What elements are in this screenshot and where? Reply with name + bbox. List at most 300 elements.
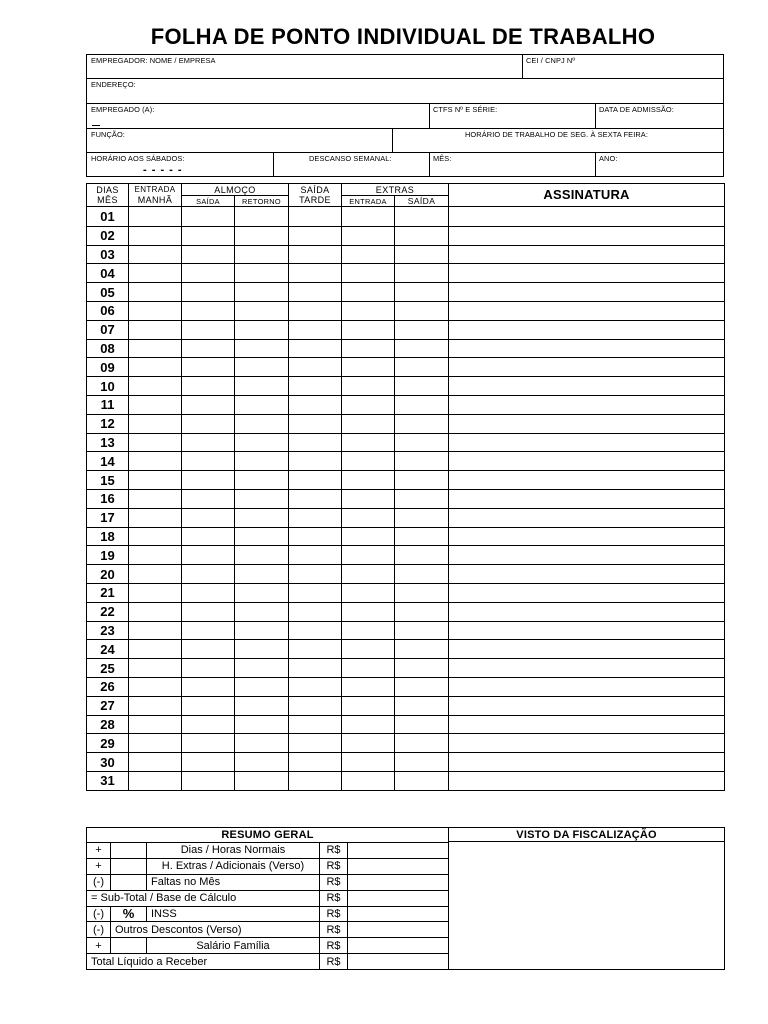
day-row (87, 414, 725, 433)
extras-exit-cell[interactable] (395, 339, 449, 358)
signature-cell[interactable] (449, 753, 725, 772)
lunch-exit-cell[interactable] (182, 753, 235, 772)
day-row (87, 264, 725, 283)
lunch-return-cell[interactable] (235, 264, 289, 283)
day-number: 18 (87, 527, 129, 546)
currency-label: R$ (320, 938, 348, 954)
exit-afternoon-cell[interactable] (289, 640, 342, 659)
amount-cell[interactable] (348, 938, 449, 954)
entry-morning-cell[interactable] (129, 433, 182, 452)
extras-entry-header: ENTRADA (342, 196, 395, 207)
extras-exit-cell[interactable] (395, 771, 449, 790)
signature-cell[interactable] (449, 583, 725, 602)
day-row (87, 301, 725, 320)
signature-cell[interactable] (449, 489, 725, 508)
amount-cell[interactable] (348, 874, 449, 890)
entry-morning-header: ENTRADA MANHÃ (129, 184, 182, 207)
lunch-return-cell[interactable] (235, 471, 289, 490)
signature-cell[interactable] (449, 640, 725, 659)
extras-exit-cell[interactable] (395, 471, 449, 490)
exit-afternoon-cell[interactable] (289, 696, 342, 715)
entry-morning-cell[interactable] (129, 602, 182, 621)
exit-afternoon-cell[interactable] (289, 715, 342, 734)
lunch-exit-cell[interactable] (182, 715, 235, 734)
lunch-return-cell[interactable] (235, 640, 289, 659)
lunch-exit-cell[interactable] (182, 471, 235, 490)
summary-label-text: Sub-Total / Base de Cálculo (100, 892, 237, 905)
lunch-return-cell[interactable] (235, 771, 289, 790)
extras-entry-cell[interactable] (342, 414, 395, 433)
day-number: 23 (87, 621, 129, 640)
extras-entry-cell[interactable] (342, 433, 395, 452)
entry-morning-cell[interactable] (129, 696, 182, 715)
extras-exit-cell[interactable] (395, 358, 449, 377)
entry-morning-cell[interactable] (129, 677, 182, 696)
amount-cell[interactable] (348, 843, 449, 859)
amount-cell[interactable] (348, 890, 449, 906)
exit-afternoon-cell[interactable] (289, 771, 342, 790)
lunch-exit-cell[interactable] (182, 339, 235, 358)
exit-afternoon-cell[interactable] (289, 226, 342, 245)
exit-afternoon-cell[interactable] (289, 565, 342, 584)
signature-cell[interactable] (449, 264, 725, 283)
lunch-exit-cell[interactable] (182, 621, 235, 640)
lunch-return-cell[interactable] (235, 508, 289, 527)
extras-entry-cell[interactable] (342, 245, 395, 264)
signature-cell[interactable] (449, 301, 725, 320)
entry-morning-cell[interactable] (129, 621, 182, 640)
extras-entry-cell[interactable] (342, 283, 395, 302)
lunch-return-cell[interactable] (235, 583, 289, 602)
amount-cell[interactable] (348, 858, 449, 874)
exit-afternoon-cell[interactable] (289, 414, 342, 433)
extras-exit-cell[interactable] (395, 452, 449, 471)
lunch-return-cell[interactable] (235, 546, 289, 565)
lunch-return-cell[interactable] (235, 527, 289, 546)
exit-afternoon-cell[interactable] (289, 377, 342, 396)
extras-exit-cell[interactable] (395, 508, 449, 527)
lunch-exit-cell[interactable] (182, 659, 235, 678)
inspection-stamp-area (449, 828, 725, 970)
day-number: 15 (87, 471, 129, 490)
exit-afternoon-cell[interactable] (289, 602, 342, 621)
lunch-return-cell[interactable] (235, 602, 289, 621)
extras-entry-cell[interactable] (342, 583, 395, 602)
day-row (87, 583, 725, 602)
extras-entry-cell[interactable] (342, 527, 395, 546)
day-number: 04 (87, 264, 129, 283)
extras-exit-cell[interactable] (395, 696, 449, 715)
signature-cell[interactable] (449, 715, 725, 734)
admission-date-label: DATA DE ADMISSÃO: (599, 105, 674, 114)
day-number: 17 (87, 508, 129, 527)
entry-morning-cell[interactable] (129, 283, 182, 302)
summary-blank[interactable] (111, 874, 147, 890)
summary-sign: + (87, 843, 111, 859)
extras-exit-cell[interactable] (395, 414, 449, 433)
entry-morning-cell[interactable] (129, 320, 182, 339)
extras-entry-cell[interactable] (342, 640, 395, 659)
entry-morning-cell[interactable] (129, 640, 182, 659)
page-title: FOLHA DE PONTO INDIVIDUAL DE TRABALHO (150, 24, 656, 49)
signature-cell[interactable] (449, 565, 725, 584)
signature-cell[interactable] (449, 546, 725, 565)
lunch-exit-cell[interactable] (182, 414, 235, 433)
exit-afternoon-cell[interactable] (289, 433, 342, 452)
summary-blank[interactable] (111, 843, 147, 859)
lunch-exit-cell[interactable] (182, 264, 235, 283)
summary-label: H. Extras / Adicionais (Verso) (147, 858, 320, 874)
currency-label: R$ (320, 906, 348, 922)
extras-entry-cell[interactable] (342, 226, 395, 245)
entry-morning-cell[interactable] (129, 377, 182, 396)
exit-afternoon-cell[interactable] (289, 734, 342, 753)
lunch-return-header: RETORNO (235, 196, 289, 207)
day-row (87, 358, 725, 377)
extras-exit-cell[interactable] (395, 677, 449, 696)
divider (429, 152, 430, 176)
day-number: 31 (87, 771, 129, 790)
lunch-header: ALMOÇO (182, 184, 289, 196)
extras-entry-cell[interactable] (342, 677, 395, 696)
extras-exit-cell[interactable] (395, 659, 449, 678)
extras-entry-cell[interactable] (342, 753, 395, 772)
day-number: 07 (87, 320, 129, 339)
extras-entry-cell[interactable] (342, 395, 395, 414)
exit-afternoon-cell[interactable] (289, 471, 342, 490)
summary-label: Faltas no Mês (147, 874, 320, 890)
lunch-exit-cell[interactable] (182, 207, 235, 227)
extras-exit-cell[interactable] (395, 565, 449, 584)
lunch-return-cell[interactable] (235, 734, 289, 753)
signature-cell[interactable] (449, 734, 725, 753)
attendance-table (86, 183, 725, 791)
entry-morning-cell[interactable] (129, 583, 182, 602)
exit-afternoon-cell[interactable] (289, 264, 342, 283)
lunch-exit-cell[interactable] (182, 771, 235, 790)
lunch-exit-cell[interactable] (182, 546, 235, 565)
day-number: 09 (87, 358, 129, 377)
lunch-return-cell[interactable] (235, 753, 289, 772)
extras-entry-cell[interactable] (342, 715, 395, 734)
exit-afternoon-cell[interactable] (289, 320, 342, 339)
signature-cell[interactable] (449, 358, 725, 377)
lunch-exit-cell[interactable] (182, 245, 235, 264)
signature-cell[interactable] (449, 471, 725, 490)
summary-label: Dias / Horas Normais (147, 843, 320, 859)
extras-entry-cell[interactable] (342, 489, 395, 508)
extras-exit-cell[interactable] (395, 377, 449, 396)
entry-morning-cell[interactable] (129, 753, 182, 772)
lunch-return-cell[interactable] (235, 358, 289, 377)
extras-entry-cell[interactable] (342, 264, 395, 283)
lunch-exit-cell[interactable] (182, 640, 235, 659)
lunch-exit-cell[interactable] (182, 395, 235, 414)
cei-cnpj-label: CEI / CNPJ Nº (526, 56, 576, 65)
lunch-return-cell[interactable] (235, 320, 289, 339)
day-number: 06 (87, 301, 129, 320)
entry-morning-cell[interactable] (129, 508, 182, 527)
entry-morning-cell[interactable] (129, 301, 182, 320)
extras-entry-cell[interactable] (342, 339, 395, 358)
extras-exit-cell[interactable] (395, 395, 449, 414)
entry-morning-cell[interactable] (129, 771, 182, 790)
extras-exit-cell[interactable] (395, 433, 449, 452)
lunch-exit-cell[interactable] (182, 677, 235, 696)
exit-afternoon-cell[interactable] (289, 621, 342, 640)
extras-exit-cell[interactable] (395, 715, 449, 734)
day-row (87, 452, 725, 471)
entry-morning-cell[interactable] (129, 245, 182, 264)
extras-exit-cell[interactable] (395, 640, 449, 659)
signature-cell[interactable] (449, 771, 725, 790)
entry-morning-cell[interactable] (129, 546, 182, 565)
summary-label (87, 890, 320, 906)
lunch-exit-cell[interactable] (182, 734, 235, 753)
attendance-rows (87, 207, 725, 791)
lunch-return-cell[interactable] (235, 414, 289, 433)
day-number: 30 (87, 753, 129, 772)
signature-cell[interactable] (449, 395, 725, 414)
extras-entry-cell[interactable] (342, 659, 395, 678)
extras-entry-cell[interactable] (342, 565, 395, 584)
exit-afternoon-cell[interactable] (289, 677, 342, 696)
signature-cell[interactable] (449, 283, 725, 302)
exit-afternoon-cell[interactable] (289, 489, 342, 508)
signature-cell[interactable] (449, 414, 725, 433)
day-row (87, 283, 725, 302)
day-number: 24 (87, 640, 129, 659)
day-number: 16 (87, 489, 129, 508)
entry-morning-cell[interactable] (129, 358, 182, 377)
lunch-exit-cell[interactable] (182, 527, 235, 546)
signature-cell[interactable] (449, 621, 725, 640)
lunch-return-cell[interactable] (235, 715, 289, 734)
lunch-exit-cell[interactable] (182, 358, 235, 377)
lunch-exit-cell[interactable] (182, 377, 235, 396)
day-number: 05 (87, 283, 129, 302)
lunch-exit-cell[interactable] (182, 508, 235, 527)
lunch-return-cell[interactable] (235, 377, 289, 396)
lunch-return-cell[interactable] (235, 245, 289, 264)
entry-morning-cell[interactable] (129, 339, 182, 358)
year-label: ANO: (599, 154, 618, 163)
currency-label: R$ (320, 922, 348, 938)
signature-cell[interactable] (449, 245, 725, 264)
entry-morning-cell[interactable] (129, 207, 182, 227)
lunch-exit-cell[interactable] (182, 452, 235, 471)
lunch-return-cell[interactable] (235, 226, 289, 245)
lunch-return-cell[interactable] (235, 489, 289, 508)
extras-exit-cell[interactable] (395, 301, 449, 320)
entry-morning-cell[interactable] (129, 527, 182, 546)
extras-exit-cell[interactable] (395, 226, 449, 245)
signature-cell[interactable] (449, 508, 725, 527)
lunch-exit-cell[interactable] (182, 602, 235, 621)
lunch-exit-cell[interactable] (182, 696, 235, 715)
lunch-return-cell[interactable] (235, 207, 289, 227)
currency-label: R$ (320, 890, 348, 906)
signature-cell[interactable] (449, 377, 725, 396)
entry-morning-cell[interactable] (129, 414, 182, 433)
entry-morning-cell[interactable] (129, 226, 182, 245)
signature-cell[interactable] (449, 320, 725, 339)
extras-entry-cell[interactable] (342, 377, 395, 396)
day-row (87, 508, 725, 527)
signature-cell[interactable] (449, 659, 725, 678)
amount-cell[interactable] (348, 954, 449, 970)
extras-entry-cell[interactable] (342, 207, 395, 227)
extras-entry-cell[interactable] (342, 734, 395, 753)
extras-entry-cell[interactable] (342, 358, 395, 377)
lunch-return-cell[interactable] (235, 452, 289, 471)
extras-exit-cell[interactable] (395, 734, 449, 753)
extras-exit-cell[interactable] (395, 583, 449, 602)
day-row (87, 226, 725, 245)
summary-blank[interactable] (111, 938, 147, 954)
day-number: 25 (87, 659, 129, 678)
extras-exit-cell[interactable] (395, 621, 449, 640)
summary-blank[interactable] (111, 858, 147, 874)
entry-morning-cell[interactable] (129, 395, 182, 414)
lunch-exit-cell[interactable] (182, 226, 235, 245)
extras-exit-cell[interactable] (395, 245, 449, 264)
divider (429, 103, 430, 128)
lunch-exit-cell[interactable] (182, 283, 235, 302)
exit-afternoon-cell[interactable] (289, 546, 342, 565)
extras-entry-cell[interactable] (342, 546, 395, 565)
day-number: 28 (87, 715, 129, 734)
extras-exit-header: SAÍDA (395, 196, 449, 207)
extras-header: EXTRAS (342, 184, 449, 196)
exit-afternoon-cell[interactable] (289, 301, 342, 320)
divider (87, 152, 723, 153)
divider (522, 55, 523, 78)
address-label: ENDEREÇO: (91, 80, 136, 89)
exit-afternoon-cell[interactable] (289, 358, 342, 377)
exit-afternoon-cell[interactable] (289, 527, 342, 546)
signature-cell[interactable] (449, 677, 725, 696)
lunch-exit-cell[interactable] (182, 583, 235, 602)
day-number: 13 (87, 433, 129, 452)
extras-entry-cell[interactable] (342, 508, 395, 527)
extras-exit-cell[interactable] (395, 320, 449, 339)
signature-cell[interactable] (449, 452, 725, 471)
summary-sign: + (87, 858, 111, 874)
exit-afternoon-cell[interactable] (289, 339, 342, 358)
entry-morning-cell[interactable] (129, 452, 182, 471)
signature-cell[interactable] (449, 527, 725, 546)
extras-exit-cell[interactable] (395, 753, 449, 772)
extras-exit-cell[interactable] (395, 283, 449, 302)
exit-afternoon-cell[interactable] (289, 452, 342, 471)
exit-afternoon-cell[interactable] (289, 659, 342, 678)
extras-entry-cell[interactable] (342, 301, 395, 320)
lunch-exit-cell[interactable] (182, 565, 235, 584)
entry-morning-cell[interactable] (129, 715, 182, 734)
exit-afternoon-cell[interactable] (289, 583, 342, 602)
signature-cell[interactable] (449, 226, 725, 245)
day-number: 03 (87, 245, 129, 264)
extras-entry-cell[interactable] (342, 602, 395, 621)
summary-percent: % (111, 906, 147, 922)
day-number: 26 (87, 677, 129, 696)
entry-morning-cell[interactable] (129, 734, 182, 753)
signature-header: ASSINATURA (449, 184, 725, 207)
exit-afternoon-cell[interactable] (289, 395, 342, 414)
entry-morning-cell[interactable] (129, 471, 182, 490)
currency-label: R$ (320, 858, 348, 874)
lunch-return-cell[interactable] (235, 565, 289, 584)
entry-morning-cell[interactable] (129, 489, 182, 508)
entry-morning-cell[interactable] (129, 565, 182, 584)
extras-entry-cell[interactable] (342, 452, 395, 471)
day-row (87, 471, 725, 490)
exit-afternoon-cell[interactable] (289, 283, 342, 302)
weekday-hours-label: HORÁRIO DE TRABALHO DE SEG. À SEXTA FEIRA: (465, 130, 648, 139)
signature-cell[interactable] (449, 602, 725, 621)
day-row (87, 659, 725, 678)
lunch-return-cell[interactable] (235, 301, 289, 320)
entry-morning-cell[interactable] (129, 659, 182, 678)
extras-exit-cell[interactable] (395, 527, 449, 546)
day-number: 08 (87, 339, 129, 358)
amount-cell[interactable] (348, 922, 449, 938)
exit-afternoon-header: SAÍDA TARDE (289, 184, 342, 207)
extras-exit-cell[interactable] (395, 602, 449, 621)
summary-sign: (-) (87, 874, 111, 890)
extras-entry-cell[interactable] (342, 696, 395, 715)
summary-title: RESUMO GERAL (87, 828, 449, 843)
lunch-exit-cell[interactable] (182, 320, 235, 339)
exit-afternoon-cell[interactable] (289, 207, 342, 227)
day-row (87, 527, 725, 546)
exit-afternoon-cell[interactable] (289, 245, 342, 264)
extras-exit-cell[interactable] (395, 489, 449, 508)
extras-entry-cell[interactable] (342, 771, 395, 790)
day-row (87, 696, 725, 715)
lunch-exit-cell[interactable] (182, 489, 235, 508)
extras-entry-cell[interactable] (342, 621, 395, 640)
extras-exit-cell[interactable] (395, 264, 449, 283)
lunch-return-cell[interactable] (235, 283, 289, 302)
extras-exit-cell[interactable] (395, 207, 449, 227)
lunch-return-cell[interactable] (235, 395, 289, 414)
currency-label: R$ (320, 874, 348, 890)
signature-cell[interactable] (449, 696, 725, 715)
entry-morning-cell[interactable] (129, 264, 182, 283)
lunch-return-cell[interactable] (235, 433, 289, 452)
extras-entry-cell[interactable] (342, 471, 395, 490)
lunch-return-cell[interactable] (235, 696, 289, 715)
lunch-return-cell[interactable] (235, 659, 289, 678)
lunch-exit-cell[interactable] (182, 301, 235, 320)
exit-afternoon-cell[interactable] (289, 753, 342, 772)
lunch-return-cell[interactable] (235, 677, 289, 696)
signature-cell[interactable] (449, 207, 725, 227)
day-number: 21 (87, 583, 129, 602)
signature-cell[interactable] (449, 339, 725, 358)
lunch-return-cell[interactable] (235, 621, 289, 640)
extras-exit-cell[interactable] (395, 546, 449, 565)
extras-entry-cell[interactable] (342, 320, 395, 339)
amount-cell[interactable] (348, 906, 449, 922)
lunch-exit-cell[interactable] (182, 433, 235, 452)
exit-afternoon-cell[interactable] (289, 508, 342, 527)
signature-cell[interactable] (449, 433, 725, 452)
day-row (87, 245, 725, 264)
lunch-return-cell[interactable] (235, 339, 289, 358)
